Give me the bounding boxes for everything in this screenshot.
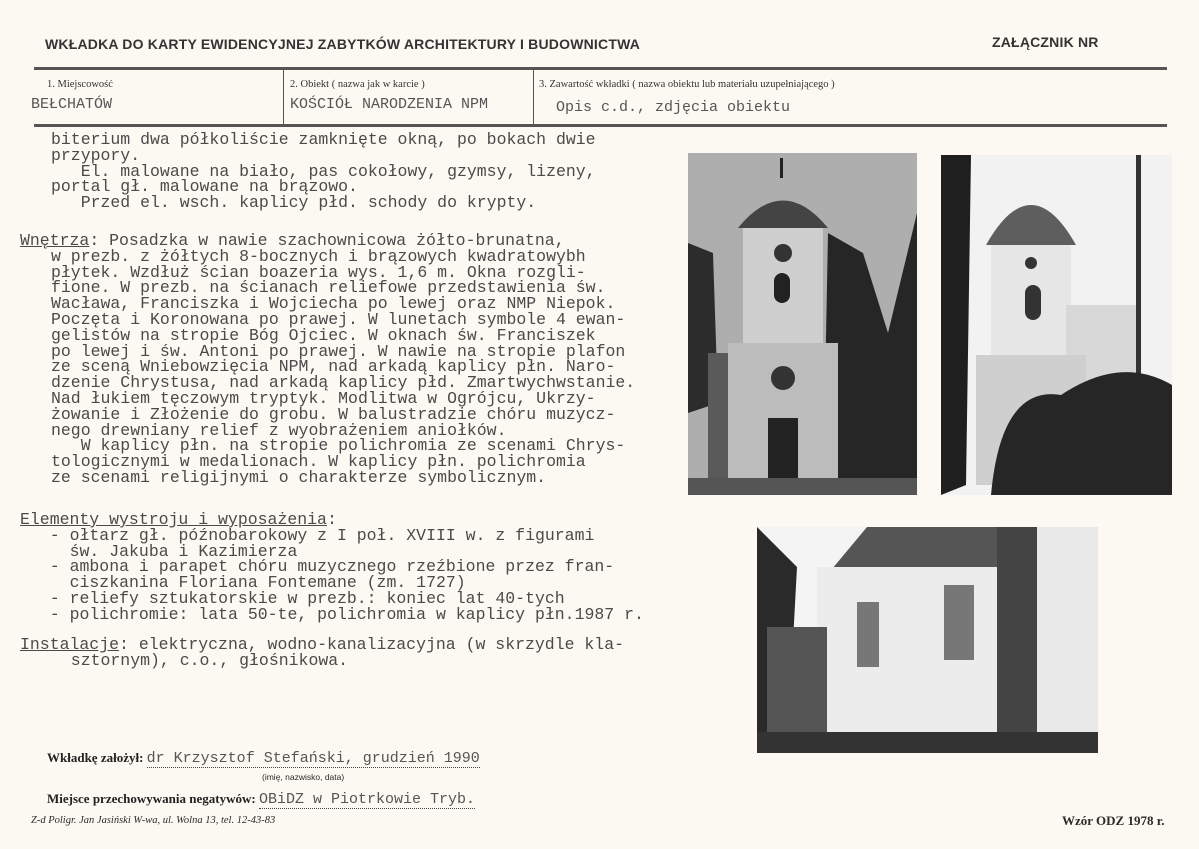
text-line: Poczęta i Koronowana po prawej. W lunetach symbole 4 ewan- (51, 309, 626, 329)
list-item: - ołtarz gł. późnobarokowy z I poł. XVIII w. z figurami (30, 525, 595, 545)
printer-imprint: Z-d Poligr. Jan Jasiński W-wa, ul. Wolna 13, tel. 12-43-83 (31, 815, 276, 826)
header-rule-bottom (34, 124, 1167, 127)
text-line: El. malowane na biało, pas cokołowy, gzymsy, lizeny, (51, 161, 596, 181)
text-line: gelistów na stropie Bóg Ojciec. W oknach św. Franciszek (51, 325, 596, 345)
list-item: - ambona i parapet chóru muzycznego rzeźbione przez fran- (30, 557, 615, 577)
text-line: Nad łukiem tęczowym tryptyk. Modlitwa w Ogrójcu, Ukrzy- (51, 388, 596, 408)
text-line: biterium dwa półkoliście zamknięte okną, po bokach dwie (51, 130, 596, 149)
field-label-location: 1. Miejscowość (47, 79, 113, 90)
text-line: Przed el. wsch. kaplicy płd. schody do krypty. (51, 193, 537, 213)
text-line: portal gł. malowane na brązowo. (51, 177, 358, 197)
text-line: W kaplicy płn. na stropie polichromia ze scenami Chrys- (51, 436, 626, 456)
column-divider (283, 70, 284, 125)
text-line: przypory. (51, 145, 141, 165)
photo-church-side-front (941, 155, 1172, 495)
text-line: ze scenami religijnymi o charakterze symbolicznym. (51, 467, 547, 487)
interior-heading: Wnętrza (20, 231, 90, 250)
text-line: w prezb. z żółtych 8-bocznych i brązowych kwadratowybh (51, 246, 586, 266)
negatives-label: Miejsce przechowywania negatywów: (47, 791, 256, 806)
photo-church-front (688, 153, 917, 495)
list-item: - polichromie: lata 50-te, polichromia w kaplicy płn.1987 r. (30, 604, 644, 624)
text-line: fione. W prezb. na ścianach reliefowe przedstawienia św. (51, 278, 606, 298)
annex-label: ZAŁĄCZNIK NR (992, 34, 1099, 50)
furnishings-heading: Elementy wystroju i wyposażenia (20, 510, 327, 529)
colon: : (326, 510, 337, 529)
list-item: św. Jakuba i Kazimierza (30, 541, 298, 561)
furnishings-section (20, 512, 644, 623)
text-line: Wacława, Franciszka i Wojciecha po lewej oraz NMP Niepok. (51, 294, 616, 314)
text-line: ze sceną Wniebowzięcia NPM, nad arkadą kaplicy płn. Naro- (51, 357, 616, 377)
template-label: Wzór ODZ 1978 r. (1062, 813, 1165, 828)
text-line: dzenie Chrystusa, nad arkadą kaplicy płd. Zmartwychwstanie. (51, 373, 636, 393)
field-label-object: 2. Obiekt ( nazwa jak w karcie ) (290, 79, 425, 90)
field-value-object: KOŚCIÓŁ NARODZENIA NPM (290, 96, 489, 113)
text-line: : elektryczna, wodno-kanalizacyjna (w skrzydle kla- (119, 635, 625, 654)
author-row (47, 750, 480, 767)
author-hint: (imię, nazwisko, data) (262, 772, 345, 782)
interior-section (20, 233, 635, 486)
header-rule-top (34, 67, 1167, 70)
negatives-row (47, 791, 475, 808)
negatives-value: OBiDZ w Piotrkowie Tryb. (258, 791, 475, 808)
author-value: dr Krzysztof Stefański, grudzień 1990 (146, 750, 480, 767)
installations-section (20, 637, 624, 669)
field-label-contents: 3. Zawartość wkładki ( nazwa obiektu lub materiału uzupełniającego ) (539, 79, 835, 90)
list-item: - reliefy sztukatorskie w prezb.: koniec lat 40-tych (30, 588, 565, 608)
photo-church-side-chapel (757, 527, 1098, 753)
description-intro (51, 132, 596, 211)
author-label: Wkładkę założył: (47, 750, 144, 765)
text-line: nego drewniany relief z wyobrażeniem aniołków. (51, 420, 507, 440)
text-line: : Posadzka w nawie szachownicowa żółto-brunatna, (89, 231, 565, 250)
column-divider (533, 70, 534, 125)
text-line: żowanie i Złożenie do grobu. W balustradzie chóru muzycz- (51, 404, 616, 424)
field-value-location: BEŁCHATÓW (31, 96, 113, 113)
text-line: tologicznymi w medalionach. W kaplicy płn. polichromia (51, 452, 586, 472)
field-value-contents: Opis c.d., zdjęcia obiektu (556, 99, 791, 116)
text-line: sztornym), c.o., głośnikowa. (51, 650, 349, 670)
list-item: ciszkanina Floriana Fontemane (zm. 1727) (30, 573, 466, 593)
text-line: płytek. Wzdłuż ścian boazeria wys. 1,6 m. Okna rozgli- (51, 262, 586, 282)
text-line: po lewej i św. Antoni po prawej. W nawie na stropie plafon (51, 341, 626, 361)
form-title: WKŁADKA DO KARTY EWIDENCYJNEJ ZABYTKÓW ARCHITEKTURY I BUDOWNICTWA (45, 36, 641, 52)
installations-heading: Instalacje (20, 635, 120, 654)
